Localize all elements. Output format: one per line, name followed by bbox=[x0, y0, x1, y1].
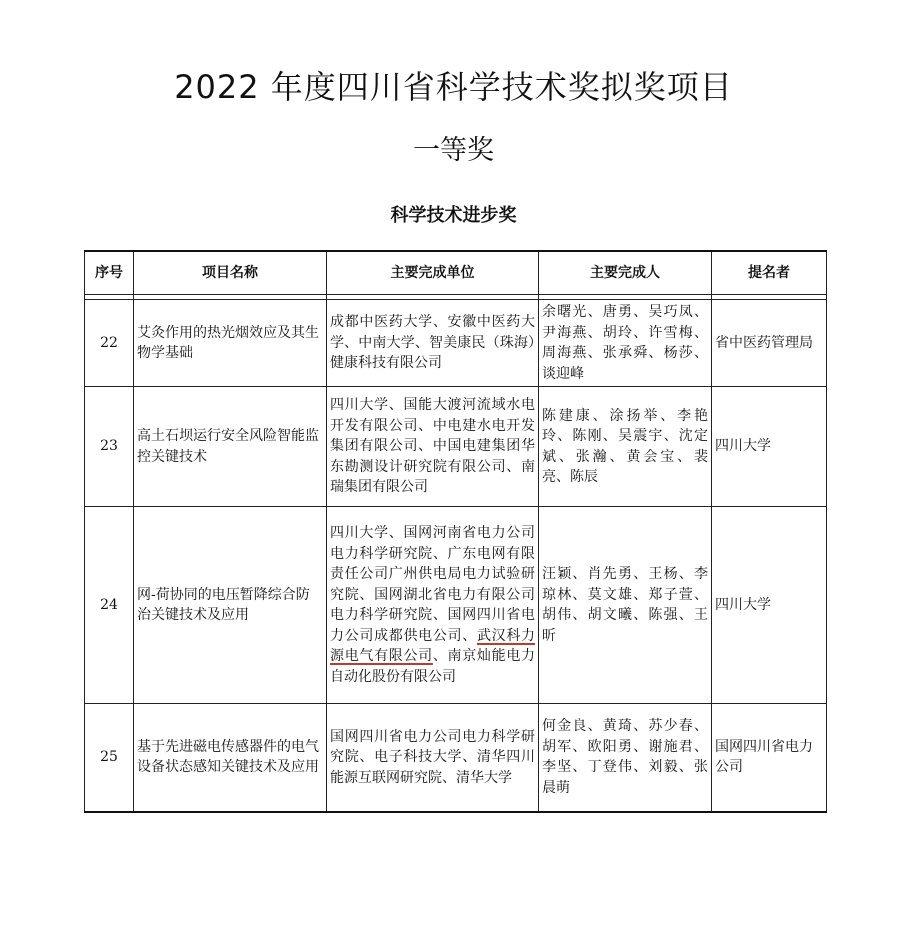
award-table bbox=[84, 250, 827, 813]
row-seq: 22 bbox=[85, 300, 134, 387]
row-seq: 23 bbox=[85, 387, 134, 507]
row-project: 基于先进磁电传感器件的电气设备状态感知关键技术及应用 bbox=[134, 704, 327, 812]
row-nominator: 四川大学 bbox=[712, 387, 827, 507]
header-nominator: 提名者 bbox=[712, 251, 827, 295]
units-text: 、南京灿能电力自动化股份有限公司 bbox=[330, 648, 536, 685]
row-nominator: 国网四川省电力公司 bbox=[712, 704, 827, 812]
table-row bbox=[85, 507, 827, 704]
highlighted-unit: 武汉科力源电气有限公司 bbox=[330, 627, 536, 664]
row-nominator: 四川大学 bbox=[712, 507, 827, 704]
units-text: 四川大学、国网河南省电力公司电力科学研究院、广东电网有限责任公司广州供电局电力试验研究院、国网湖北省电力有限公司电力科学研究院、国网四川省电力公司成都供电公司、 bbox=[330, 525, 535, 644]
page-title: 2022 年度四川省科学技术奖拟奖项目 bbox=[174, 68, 733, 106]
row-project: 网-荷协同的电压暂降综合防治关键技术及应用 bbox=[134, 507, 327, 704]
table-row bbox=[85, 300, 827, 387]
header-project: 项目名称 bbox=[134, 251, 327, 295]
table-row bbox=[85, 387, 827, 507]
header-units: 主要完成单位 bbox=[327, 251, 539, 295]
row-nominator: 省中医药管理局 bbox=[712, 300, 827, 387]
award-level-title: 一等奖 bbox=[413, 135, 494, 166]
table-row bbox=[85, 704, 827, 812]
award-category-title: 科学技术进步奖 bbox=[390, 205, 517, 226]
row-units: 成都中医药大学、安徽中医药大学、中南大学、智美康民（珠海）健康科技有限公司 bbox=[327, 300, 539, 387]
header-people: 主要完成人 bbox=[539, 251, 712, 295]
row-people: 何金良、黄琦、苏少春、胡军、欧阳勇、谢施君、李坚、丁登伟、刘毅、张晨萌 bbox=[539, 704, 712, 812]
row-project: 艾灸作用的热光烟效应及其生物学基础 bbox=[134, 300, 327, 387]
row-units: 四川大学、国能大渡河流域水电开发有限公司、中电建水电开发集团有限公司、中国电建集团华东勘测设计研究院有限公司、南瑞集团有限公司 bbox=[327, 387, 539, 507]
row-project: 高土石坝运行安全风险智能监控关键技术 bbox=[134, 387, 327, 507]
row-people: 余曙光、唐勇、吴巧凤、尹海燕、胡玲、许雪梅、周海燕、张承舜、杨莎、谈迎峰 bbox=[539, 300, 712, 387]
row-units bbox=[327, 507, 539, 704]
row-units: 国网四川省电力公司电力科学研究院、电子科技大学、清华四川能源互联网研究院、清华大学 bbox=[327, 704, 539, 812]
table-header-row bbox=[85, 251, 827, 295]
row-seq: 25 bbox=[85, 704, 134, 812]
row-seq: 24 bbox=[85, 507, 134, 704]
row-people: 陈建康、涂扬举、李艳玲、陈刚、吴震宇、沈定斌、张瀚、黄会宝、裴亮、陈辰 bbox=[539, 387, 712, 507]
header-seq: 序号 bbox=[85, 251, 134, 295]
row-people: 汪颖、肖先勇、王杨、李琼林、莫文雄、郑子萱、胡伟、胡文曦、陈强、王昕 bbox=[539, 507, 712, 704]
